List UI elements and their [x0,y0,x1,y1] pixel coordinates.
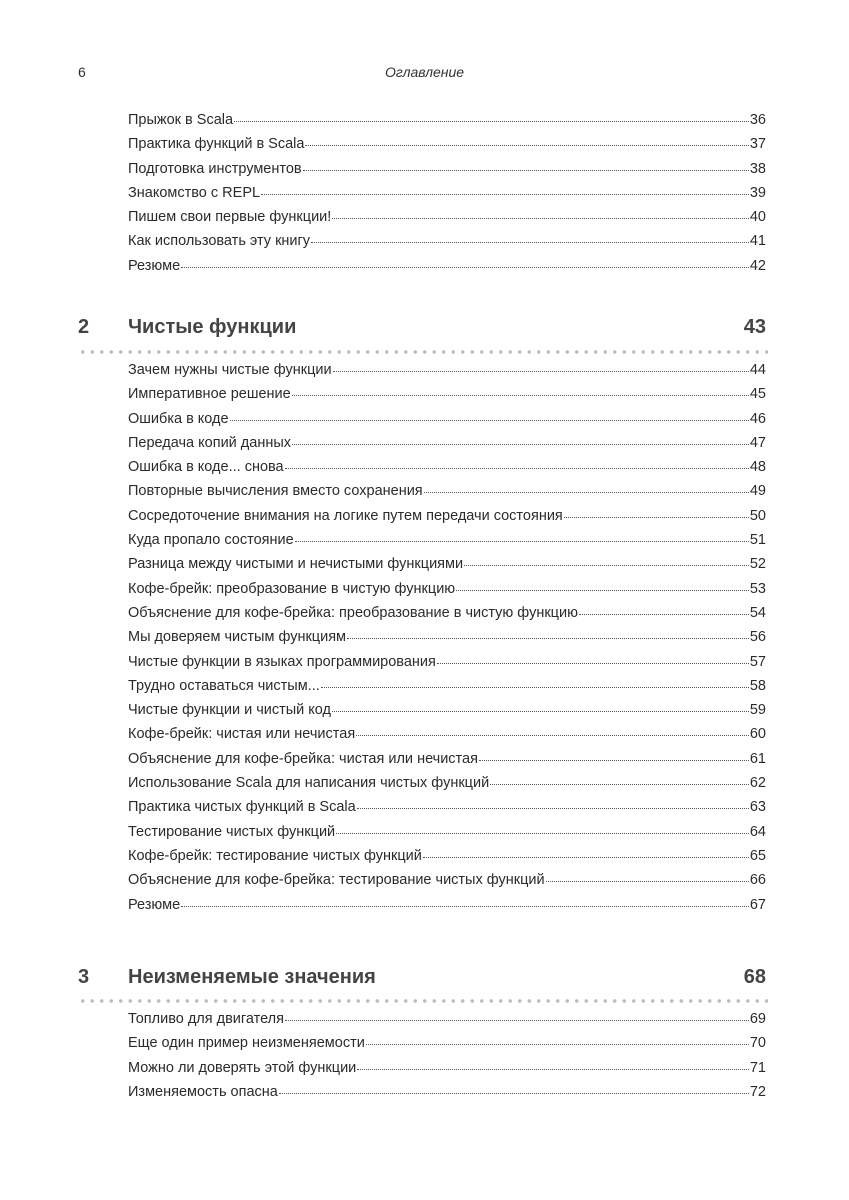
dot-leader [357,1068,749,1070]
chapter-number: 2 [78,316,90,338]
entry-page: 51 [749,532,766,549]
entry-title: Как использовать эту книгу [128,233,311,250]
entry-title: Знакомство с REPL [128,184,261,201]
toc-entry[interactable] [128,435,766,459]
entry-page: 46 [749,410,766,427]
toc-entry[interactable] [128,872,766,896]
entry-page: 40 [749,209,766,226]
page-number: 6 [78,64,86,80]
entry-page: 61 [749,750,766,767]
dotted-divider [78,998,768,1004]
toc-entry[interactable] [128,581,766,605]
entry-title: Можно ли доверять этой функции [128,1059,357,1076]
entry-page: 48 [749,459,766,476]
toc-entry[interactable] [128,112,766,136]
toc-entry[interactable] [128,185,766,209]
entry-title: Резюме [128,896,181,913]
entry-page: 41 [749,233,766,250]
toc-entry[interactable] [128,726,766,750]
entry-page: 63 [749,799,766,816]
entry-page: 49 [749,483,766,500]
entry-page: 56 [749,629,766,646]
entry-title: Подготовка инструментов [128,160,302,177]
toc-entry[interactable] [128,678,766,702]
toc-entry[interactable] [128,848,766,872]
entry-title: Кофе-брейк: тестирование чистых функций [128,847,422,864]
entry-page: 62 [749,775,766,792]
dot-leader [357,807,749,809]
entry-page: 67 [749,896,766,913]
dot-leader [579,613,749,615]
entry-title: Передача копий данных [128,434,292,451]
toc-entry[interactable] [128,459,766,483]
chapter-title: Чистые функции [128,316,297,338]
toc-entry[interactable] [128,1011,766,1035]
entry-page: 36 [749,112,766,128]
entry-page: 54 [749,604,766,621]
toc-entry[interactable] [128,161,766,185]
entry-title: Объяснение для кофе-брейка: тестирование чистых функций [128,872,545,889]
entry-title: Кофе-брейк: чистая или нечистая [128,726,356,743]
entry-title: Пишем свои первые функции! [128,209,332,226]
toc-chapter-3-entries [128,1011,766,1108]
dot-leader [285,1019,749,1021]
toc-entry[interactable] [128,897,766,921]
dot-leader [347,637,749,639]
running-title: Оглавление [384,64,465,80]
entry-title: Тестирование чистых функций [128,823,336,840]
dot-leader [295,540,749,542]
entry-title: Объяснение для кофе-брейка: чистая или нечистая [128,750,478,767]
entry-title: Практика функций в Scala [128,136,305,153]
entry-title: Топливо для двигателя [128,1011,284,1027]
toc-entry[interactable] [128,702,766,726]
dotted-divider [78,349,768,355]
dot-leader [546,880,749,882]
toc-entry[interactable] [128,654,766,678]
toc-entry[interactable] [128,1035,766,1059]
entry-page: 57 [749,653,766,670]
toc-section-1-tail [128,112,766,282]
entry-title: Мы доверяем чистым функциям [128,629,347,646]
entry-title: Резюме [128,257,181,274]
toc-entry[interactable] [128,824,766,848]
dot-leader [311,241,749,243]
entry-title: Еще один пример неизменяемости [128,1035,365,1052]
entry-title: Трудно оставаться чистым... [128,677,320,694]
dot-leader [279,1092,749,1094]
chapter-heading-3[interactable] [78,966,766,996]
dot-leader [456,589,749,591]
toc-entry[interactable] [128,411,766,435]
entry-page: 37 [749,136,766,153]
entry-title: Ошибка в коде... снова [128,459,284,476]
chapter-number: 3 [78,966,90,988]
dot-leader [423,856,749,858]
entry-page: 47 [749,434,766,451]
chapter-heading-2[interactable] [78,316,766,346]
dot-leader [285,467,749,469]
toc-entry[interactable] [128,1060,766,1084]
toc-entry[interactable] [128,629,766,653]
entry-title: Куда пропало состояние [128,532,294,549]
entry-title: Ошибка в коде [128,410,229,427]
dot-leader [490,783,749,785]
entry-title: Изменяемость опасна [128,1083,278,1100]
dot-leader [305,144,748,146]
toc-entry[interactable] [128,508,766,532]
dot-leader [424,491,749,493]
entry-page: 60 [749,726,766,743]
toc-entry[interactable] [128,362,766,386]
entry-page: 66 [749,872,766,889]
chapter-page: 68 [743,966,766,988]
chapter-page: 43 [743,316,766,338]
entry-page: 69 [749,1011,766,1027]
entry-title: Использование Scala для написания чистых функций [128,775,490,792]
toc-entry[interactable] [128,605,766,629]
dot-leader [292,394,749,396]
entry-title: Зачем нужны чистые функции [128,362,332,378]
dot-leader [332,710,749,712]
dot-leader [564,516,749,518]
toc-entry[interactable] [128,209,766,233]
dot-leader [366,1043,749,1045]
entry-page: 72 [749,1083,766,1100]
toc-entry[interactable] [128,556,766,580]
entry-page: 58 [749,677,766,694]
dot-leader [321,686,749,688]
entry-page: 65 [749,847,766,864]
entry-page: 50 [749,507,766,524]
entry-title: Чистые функции и чистый код [128,702,332,719]
toc-entry[interactable] [128,233,766,257]
entry-title: Сосредоточение внимания на логике путем передачи состояния [128,507,563,524]
entry-title: Разница между чистыми и нечистыми функциями [128,556,464,573]
dot-leader [336,832,749,834]
dot-leader [303,169,749,171]
entry-page: 38 [749,160,766,177]
dot-leader [479,759,749,761]
toc-entry[interactable] [128,751,766,775]
dot-leader [181,266,749,268]
entry-title: Практика чистых функций в Scala [128,799,356,816]
entry-page: 42 [749,257,766,274]
entry-title: Кофе-брейк: преобразование в чистую функцию [128,580,456,597]
toc-entry[interactable] [128,483,766,507]
toc-entry[interactable] [128,775,766,799]
dot-leader [464,564,749,566]
dot-leader [333,370,749,372]
dot-leader [292,443,749,445]
dot-leader [230,419,749,421]
entry-page: 70 [749,1035,766,1052]
entry-page: 45 [749,386,766,403]
entry-title: Чистые функции в языках программирования [128,653,436,670]
toc-entry[interactable] [128,386,766,410]
entry-page: 64 [749,823,766,840]
entry-title: Повторные вычисления вместо сохранения [128,483,423,500]
entry-page: 53 [749,580,766,597]
toc-chapter-2-entries [128,362,766,921]
toc-entry[interactable] [128,532,766,556]
dot-leader [261,193,749,195]
dot-leader [437,662,749,664]
toc-entry[interactable] [128,136,766,160]
toc-entry[interactable] [128,258,766,282]
entry-title: Прыжок в Scala [128,112,234,128]
entry-title: Императивное решение [128,386,291,403]
entry-page: 39 [749,184,766,201]
entry-page: 52 [749,556,766,573]
chapter-title: Неизменяемые значения [128,966,376,988]
entry-page: 44 [749,362,766,378]
entry-title: Объяснение для кофе-брейка: преобразование в чистую функцию [128,604,578,621]
dot-leader [234,120,749,122]
dot-leader [332,217,749,219]
dot-leader [356,734,749,736]
running-head [0,64,849,84]
toc-entry[interactable] [128,799,766,823]
entry-page: 59 [749,702,766,719]
toc-entry[interactable] [128,1084,766,1108]
dot-leader [181,905,749,907]
entry-page: 71 [749,1059,766,1076]
